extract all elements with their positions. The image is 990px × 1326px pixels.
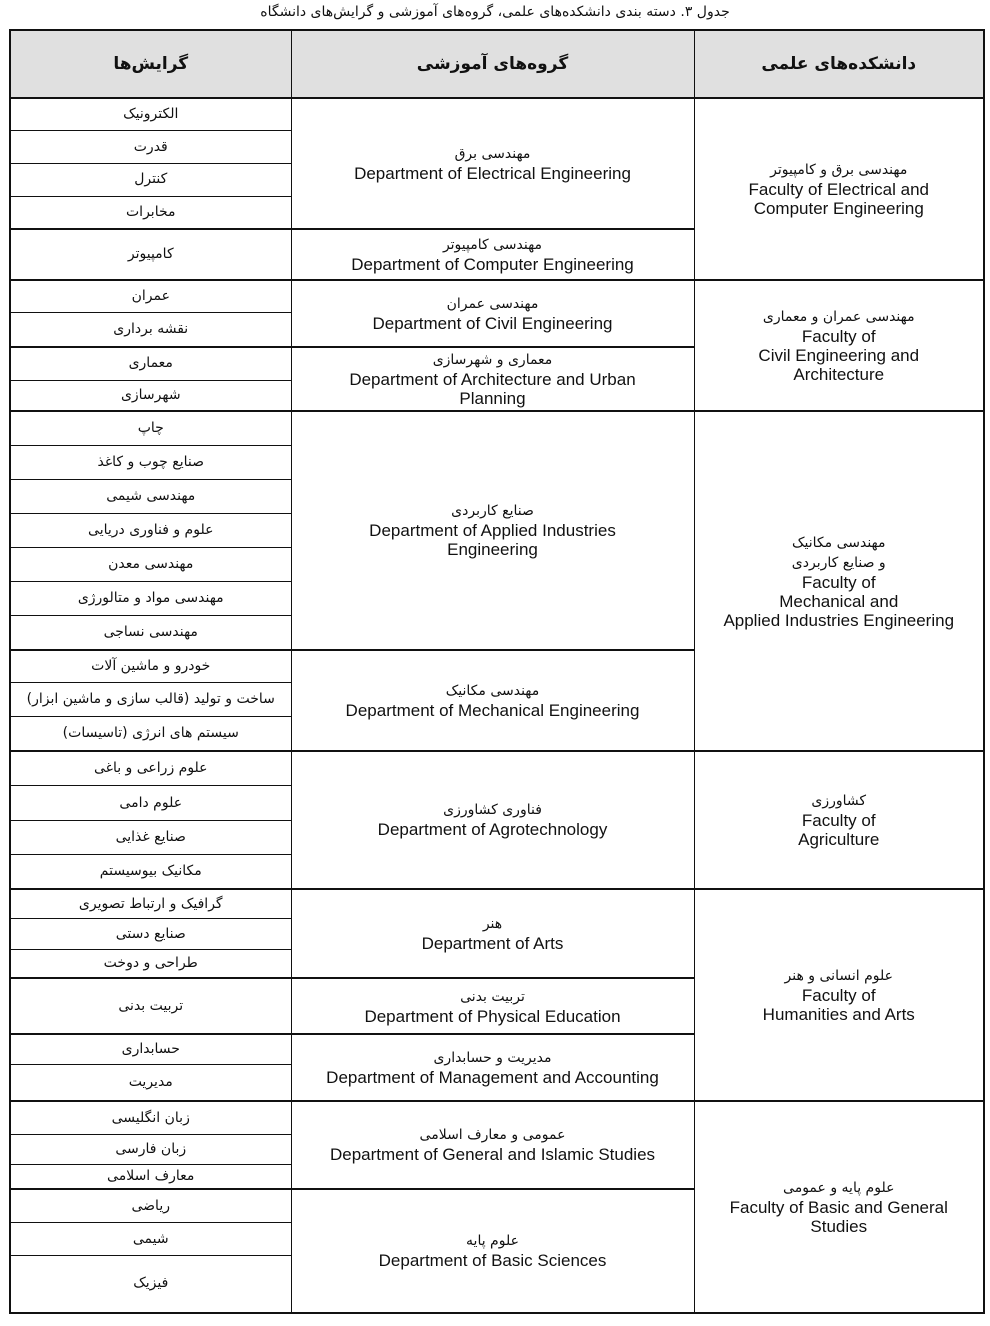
branch-cell: علوم و فناوری دریایی bbox=[10, 513, 291, 547]
branch-cell: شیمی bbox=[10, 1223, 291, 1256]
branch-cell: معارف اسلامی bbox=[10, 1164, 291, 1189]
branch-cell: فیزیک bbox=[10, 1255, 291, 1313]
branch-cell: مخابرات bbox=[10, 196, 291, 229]
branch-cell: قدرت bbox=[10, 131, 291, 164]
department-name-en: Department of Mechanical Engineering bbox=[345, 700, 640, 720]
department-name-en: Department of General and Islamic Studies bbox=[329, 1145, 656, 1165]
department-cell bbox=[291, 889, 694, 978]
department-name-fa: مهندسی برق bbox=[454, 146, 531, 162]
department-cell bbox=[291, 280, 694, 347]
branch-cell: معماری bbox=[10, 347, 291, 381]
branch-cell: گرافیک و ارتباط تصویری bbox=[10, 889, 291, 919]
branch-cell: ساخت و تولید (قالب سازی و ماشین ابزار) bbox=[10, 682, 291, 716]
department-name-fa: مهندسی مکانیک bbox=[445, 682, 540, 699]
faculty-name-en: Faculty of bbox=[801, 810, 876, 830]
department-name-en: Department of Civil Engineering bbox=[372, 313, 613, 333]
department-name-fa: تربیت بدنی bbox=[460, 988, 525, 1005]
department-name-en: Planning bbox=[459, 388, 526, 408]
branch-cell: صنایع دستی bbox=[10, 919, 291, 950]
branch-cell: سیستم های انرژی (تاسیسات) bbox=[10, 716, 291, 751]
branch-cell: مهندسی نساجی bbox=[10, 616, 291, 650]
faculties-table bbox=[9, 29, 985, 1314]
branch-cell: صنایع غذایی bbox=[10, 820, 291, 854]
faculty-name-fa: علوم انسانی و هنر bbox=[784, 967, 893, 984]
table-row bbox=[10, 411, 984, 446]
faculty-name-en: Faculty of Basic and General bbox=[729, 1197, 948, 1217]
table-body bbox=[10, 98, 984, 1313]
faculty-name-fa: کشاورزی bbox=[811, 792, 867, 809]
table-row bbox=[10, 98, 984, 131]
department-cell bbox=[291, 650, 694, 751]
faculty-cell bbox=[694, 751, 984, 889]
department-name-en: Department of Electrical Engineering bbox=[354, 164, 631, 183]
branch-cell: حسابداری bbox=[10, 1034, 291, 1064]
faculty-name-en: Faculty of bbox=[801, 572, 876, 592]
faculty-cell bbox=[694, 889, 984, 1101]
branch-cell: علوم زراعی و باغی bbox=[10, 751, 291, 786]
department-cell bbox=[291, 347, 694, 411]
branch-cell: طراحی و دوخت bbox=[10, 949, 291, 978]
branch-cell: مدیریت bbox=[10, 1064, 291, 1101]
faculty-name-en: Faculty of bbox=[801, 985, 876, 1005]
faculty-name-en: Computer Engineering bbox=[753, 199, 924, 219]
faculty-name-fa: علوم پایه و عمومی bbox=[783, 1179, 895, 1196]
branch-cell: صنایع چوب و کاغذ bbox=[10, 446, 291, 480]
header-row bbox=[10, 30, 984, 98]
header-branch: گرایش‌ها bbox=[10, 30, 291, 98]
department-name-en: Department of Agrotechnology bbox=[377, 820, 608, 840]
faculty-name-en: Humanities and Arts bbox=[762, 1004, 915, 1024]
faculty-name-en: Studies bbox=[810, 1216, 868, 1236]
branch-cell: مهندسی معدن bbox=[10, 547, 291, 581]
department-name-en: Department of Physical Education bbox=[364, 1006, 621, 1026]
branch-cell: زبان فارسی bbox=[10, 1135, 291, 1165]
faculty-cell bbox=[694, 280, 984, 411]
department-cell bbox=[291, 751, 694, 889]
branch-cell: الکترونیک bbox=[10, 98, 291, 131]
department-name-en: Department of Arts bbox=[421, 934, 564, 954]
department-name-fa: مدیریت و حسابداری bbox=[433, 1050, 552, 1067]
branch-cell: مهندسی شیمی bbox=[10, 480, 291, 514]
faculty-name-en: Civil Engineering and bbox=[758, 346, 920, 366]
department-name-en: Department of Management and Accounting bbox=[326, 1068, 659, 1088]
table-row bbox=[10, 280, 984, 313]
branch-cell: زبان انگلیسی bbox=[10, 1101, 291, 1135]
faculty-name-en: Mechanical and bbox=[779, 591, 899, 611]
branch-cell: نقشه برداری bbox=[10, 313, 291, 347]
faculty-name-en: Agriculture bbox=[798, 829, 880, 849]
faculty-cell bbox=[694, 98, 984, 280]
department-name-en: Engineering bbox=[447, 540, 538, 560]
branch-cell: مکانیک بیوسیستم bbox=[10, 854, 291, 889]
branch-cell: شهرسازی bbox=[10, 380, 291, 411]
department-cell bbox=[291, 229, 694, 280]
department-name-en: Department of Architecture and Urban bbox=[349, 369, 636, 389]
department-name-fa: صنایع کاربردی bbox=[451, 503, 534, 520]
department-name-fa: مهندسی کامپیوتر bbox=[442, 237, 543, 254]
faculty-cell bbox=[694, 1101, 984, 1313]
department-name-fa: معماری و شهرسازی bbox=[432, 351, 553, 368]
department-cell bbox=[291, 1101, 694, 1189]
faculty-name-en: Architecture bbox=[793, 365, 885, 385]
department-name-fa: هنر bbox=[482, 916, 503, 933]
department-name-fa: عمومی و معارف اسلامی bbox=[419, 1127, 566, 1144]
department-name-en: Department of Computer Engineering bbox=[351, 255, 634, 275]
faculty-name-fa: مهندسی عمران و معماری bbox=[762, 309, 915, 326]
branch-cell: عمران bbox=[10, 280, 291, 313]
branch-cell: چاپ bbox=[10, 411, 291, 446]
faculty-name-en: Faculty of Electrical and bbox=[748, 180, 929, 200]
table-caption: جدول ۳. دسته بندی دانشکده‌های علمی، گروه‌های آموزشی و گرایش‌های دانشگاه bbox=[260, 4, 730, 20]
department-cell bbox=[291, 411, 694, 649]
header-faculty: دانشکده‌های علمی bbox=[694, 30, 984, 98]
faculty-name-fa-line2: و صنایع کاربردی bbox=[791, 554, 886, 571]
department-name-fa: فناوری کشاورزی bbox=[443, 802, 542, 819]
faculty-name-fa: مهندسی برق و کامپیوتر bbox=[770, 162, 908, 179]
faculty-name-en: Applied Industries Engineering bbox=[723, 610, 955, 630]
department-name-fa: علوم پایه bbox=[466, 1233, 519, 1250]
department-cell bbox=[291, 978, 694, 1034]
faculty-name-fa: مهندسی مکانیک bbox=[791, 534, 886, 551]
department-name-en: Department of Basic Sciences bbox=[378, 1251, 607, 1271]
faculty-name-en: Faculty of bbox=[801, 327, 876, 347]
branch-cell: کنترل bbox=[10, 164, 291, 197]
table-row bbox=[10, 751, 984, 786]
header-department: گروه‌های آموزشی bbox=[291, 30, 694, 98]
faculty-cell bbox=[694, 411, 984, 751]
department-cell bbox=[291, 1034, 694, 1101]
department-name-en: Department of Applied Industries bbox=[369, 521, 616, 541]
branch-cell: خودرو و ماشین آلات bbox=[10, 650, 291, 683]
branch-cell: مهندسی مواد و متالورژی bbox=[10, 581, 291, 616]
branch-cell: علوم دامی bbox=[10, 786, 291, 821]
branch-cell: ریاضی bbox=[10, 1189, 291, 1223]
table-row bbox=[10, 1101, 984, 1135]
department-cell bbox=[291, 98, 694, 229]
department-cell bbox=[291, 1189, 694, 1313]
branch-cell: کامپیوتر bbox=[10, 229, 291, 280]
branch-cell: تربیت بدنی bbox=[10, 978, 291, 1034]
table-row bbox=[10, 889, 984, 919]
department-name-fa: مهندسی عمران bbox=[446, 295, 539, 312]
